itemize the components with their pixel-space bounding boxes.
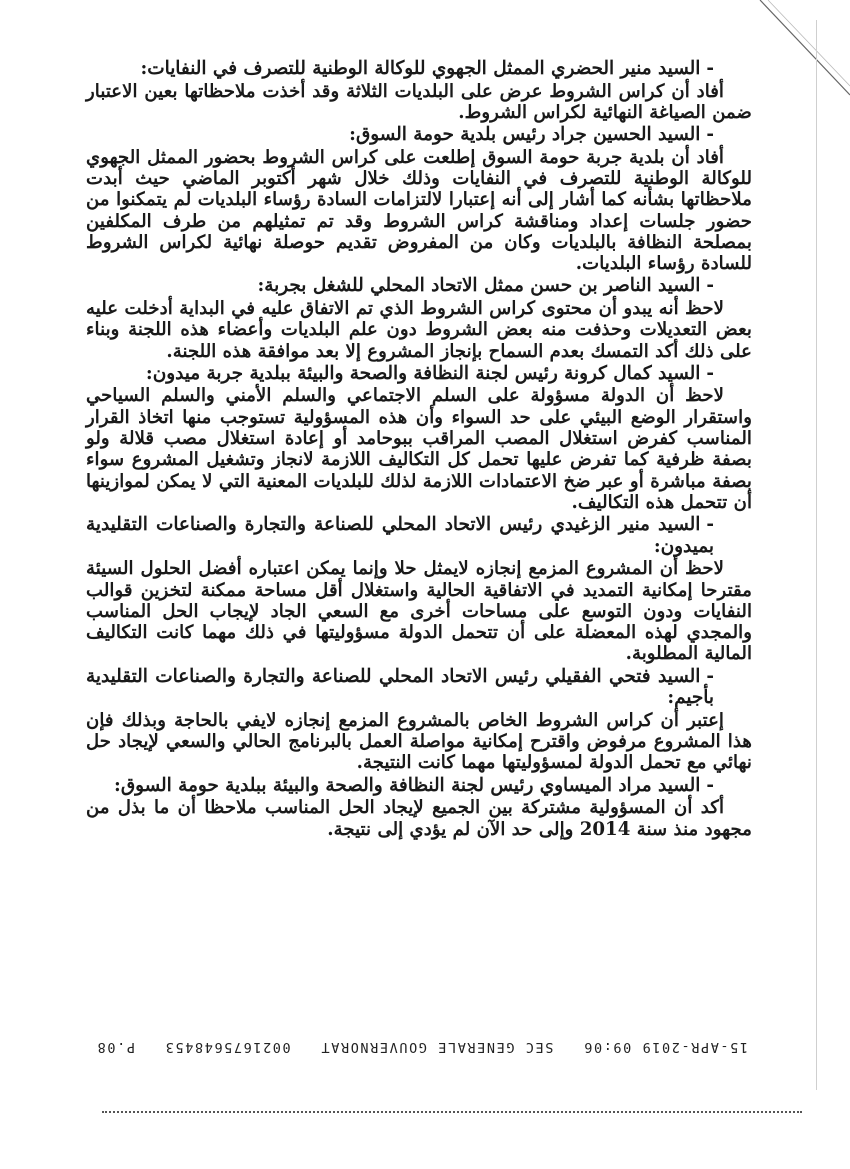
- speaker-heading: [86, 775, 714, 797]
- speaker-heading: [86, 666, 714, 709]
- section-6: [86, 666, 752, 774]
- dotted-divider: [102, 1111, 802, 1113]
- document-body: [86, 58, 752, 841]
- bullet-dash: -: [706, 665, 714, 687]
- speaker-heading-text: السيد الحسين جراد رئيس بلدية حومة السوق:: [349, 124, 701, 146]
- speaker-heading: [86, 363, 714, 385]
- bullet-dash: -: [706, 58, 714, 79]
- speaker-heading-text: السيد الناصر بن حسن ممثل الاتحاد المحلي للشغل بجربة:: [257, 275, 701, 297]
- section-5: [86, 514, 752, 665]
- section-1: [86, 58, 752, 123]
- section-3: [86, 275, 752, 361]
- speaker-heading: [86, 58, 714, 80]
- speaker-heading-text: السيد كمال كرونة رئيس لجنة النظافة والصحة والبيئة ببلدية جربة ميدون:: [145, 362, 701, 384]
- fax-number: 0021675648453: [164, 1039, 291, 1055]
- section-2: [86, 124, 752, 274]
- fax-sender: SEC GENERALE GOUVERNORAT: [319, 1039, 554, 1055]
- bullet-dash: -: [706, 124, 714, 146]
- section-7: [86, 775, 752, 840]
- speaker-paragraph: لاحظ أن المشروع المزمع إنجازه لايمثل حلا وإنما يمكن اعتباره أفضل الحلول السيئة مقترحا إمكانية التمديد في الاتفاقية الحالية واستغلال أقل مساحة ممكنة لتخزين قوالب النفايات ودون التوسع على مساحات أخرى مع السعي الجاد لإيجاب الحل المناسب والمجدي لهذه المعضلة على أن تتحمل الدولة مسؤوليتها في ذلك مهما كانت التكاليف المالية المطلوبة.: [86, 558, 752, 665]
- speaker-paragraph: أكد أن المسؤولية مشتركة بين الجميع لإيجاد الحل المناسب ملاحظا أن ما بذل من مجهود منذ سنة 2014 وإلى حد الآن لم يؤدي إلى نتيجة.: [86, 797, 752, 840]
- section-4: [86, 363, 752, 513]
- speaker-paragraph: أفاد أن بلدية جربة حومة السوق إطلعت على كراس الشروط بحضور الممثل الجهوي للوكالة الوطنية للتصرف في النفايات وذلك خلال شهر أكتوبر الماضي حيث أبدت ملاحظاتها بشأنه كما أشار إلى أنه إعتبارا لالتزامات السادة رؤساء البلديات لم يتمكنوا من حضور جلسات إعداد ومناقشة كراس الشروط وقد تم تمثيلهم من طرف المكلفين بمصلحة النظافة بالبلديات وكان من المفروض تقديم حوصلة نهائية لكراس الشروط للسادة رؤساء البلديات.: [86, 146, 752, 275]
- bullet-dash: -: [706, 362, 714, 384]
- speaker-heading-text: السيد مراد الميساوي رئيس لجنة النظافة والصحة والبيئة ببلدية حومة السوق:: [114, 774, 701, 796]
- fax-header-line: [96, 1039, 748, 1055]
- scan-edge-line: [816, 20, 817, 1090]
- speaker-heading: [86, 275, 714, 297]
- speaker-paragraph: إعتبر أن كراس الشروط الخاص بالمشروع المزمع إنجازه لايفي بالحاجة وبذلك فإن هذا المشروع مرفوض واقترح إمكانية مواصلة العمل بالبرنامج الحالي والسعي لإيجاد حل نهائي مع تحمل الدولة لمسؤوليتها مهما كانت النتيجة.: [86, 709, 752, 774]
- speaker-heading-text: السيد منير الحضري الممثل الجهوي للوكالة الوطنية للتصرف في النفايات:: [140, 58, 701, 79]
- speaker-paragraph: لاحظ أن الدولة مسؤولة على السلم الاجتماعي والسلم الأمني والسلم السياحي واستقرار الوضع البيئي على حد السواء وأن هذه المسؤولية تستوجب منها اتخاذ القرار المناسب كفرض استغلال المصب المراقب ببوحامد أو إعادة استغلال مصب قلالة ولو بصفة ظرفية كما تفرض عليها تحمل كل التكاليف اللازمة لانجاز وتشغيل المشروع سواء بصفة مباشرة أو عبر ضخ الاعتمادات اللازمة لذلك للبلديات المعنية التي لا يمكن لموازينها أن تتحمل هذه التكاليف.: [86, 385, 752, 513]
- fax-date-time: 15-APR-2019 09:06: [582, 1039, 748, 1055]
- speaker-paragraph: أفاد أن كراس الشروط عرض على البلديات الثلاثة وقد أخذت ملاحظاتها بعين الاعتبار ضمن الصياغة النهائية لكراس الشروط.: [86, 80, 752, 123]
- speaker-paragraph: لاحظ أنه يبدو أن محتوى كراس الشروط الذي تم الاتفاق عليه في البداية أدخلت عليه بعض التعديلات وحذفت منه بعض الشروط دون علم البلديات وأعضاء هذه اللجنة وبناء على ذلك أكد التمسك بعدم السماح بإنجاز المشروع إلا بعد موافقة هذه اللجنة.: [86, 297, 752, 362]
- speaker-heading-text: السيد منير الزغيدي رئيس الاتحاد المحلي للصناعة والتجارة والصناعات التقليدية بميدون:: [86, 514, 714, 557]
- bullet-dash: -: [706, 774, 714, 796]
- speaker-heading-text: السيد فتحي الفقيلي رئيس الاتحاد المحلي للصناعة والتجارة والصناعات التقليدية بأجيم:: [86, 665, 714, 709]
- fax-page: P.08: [96, 1039, 135, 1055]
- bullet-dash: -: [706, 275, 714, 297]
- speaker-heading: [86, 124, 714, 146]
- speaker-heading: [86, 514, 714, 557]
- bullet-dash: -: [706, 514, 714, 536]
